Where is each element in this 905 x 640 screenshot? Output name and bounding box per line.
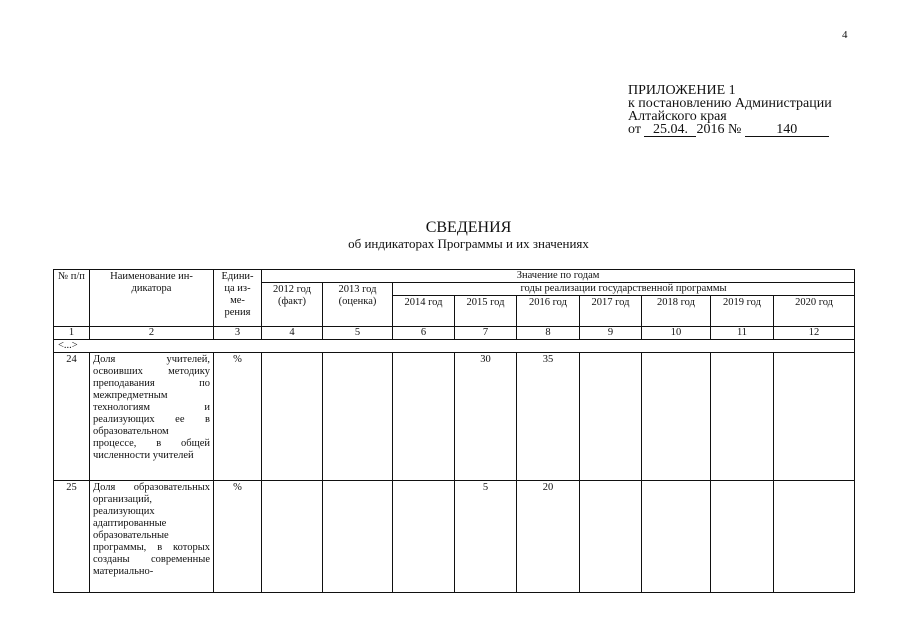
header-2018: 2018 год	[642, 296, 711, 327]
row-value-2020	[774, 353, 855, 481]
heading-title: СВЕДЕНИЯ	[425, 219, 512, 236]
appendix-title: ПРИЛОЖЕНИЕ 1	[628, 83, 736, 98]
header-name: Наименование ин- дикатора	[90, 270, 214, 327]
column-number: 11	[711, 327, 774, 340]
header-2012: 2012 год (факт)	[262, 283, 323, 327]
indicators-table	[53, 269, 855, 593]
appendix-date: 25.04.	[644, 124, 696, 137]
row-unit: %	[214, 353, 262, 481]
column-number: 10	[642, 327, 711, 340]
column-number: 12	[774, 327, 855, 340]
header-2016: 2016 год	[517, 296, 580, 327]
row-value-2019	[711, 353, 774, 481]
header-2015: 2015 год	[455, 296, 517, 327]
page-number: 4	[842, 29, 848, 41]
row-value-2015: 5	[455, 481, 517, 593]
appendix-date-line	[628, 123, 832, 137]
header-2017: 2017 год	[580, 296, 642, 327]
column-number: 1	[54, 327, 90, 340]
header-row-1	[54, 270, 855, 283]
row-value-2018	[642, 481, 711, 593]
row-no: 25	[54, 481, 90, 593]
column-number: 4	[262, 327, 323, 340]
row-value-2018	[642, 353, 711, 481]
appendix-line2: Алтайского края	[628, 109, 727, 124]
row-value-2017	[580, 481, 642, 593]
row-value-2016: 20	[517, 481, 580, 593]
column-numbers-row	[54, 327, 855, 340]
column-number: 3	[214, 327, 262, 340]
appendix-from-label: от	[628, 122, 641, 137]
table-row	[54, 353, 855, 481]
row-value-2013	[323, 481, 393, 593]
header-unit: Едини- ца из- ме- рения	[214, 270, 262, 327]
row-value-2012	[262, 353, 323, 481]
column-number: 7	[455, 327, 517, 340]
row-value-2017	[580, 353, 642, 481]
row-value-2019	[711, 481, 774, 593]
heading-subtitle: об индикаторах Программы и их значениях	[348, 236, 589, 251]
appendix-number: 140	[745, 124, 829, 137]
header-2020: 2020 год	[774, 296, 855, 327]
column-number: 9	[580, 327, 642, 340]
column-number: 2	[90, 327, 214, 340]
column-number: 5	[323, 327, 393, 340]
ellipsis-marker: <...>	[54, 340, 855, 353]
table-row	[54, 481, 855, 593]
row-value-2020	[774, 481, 855, 593]
row-unit: %	[214, 481, 262, 593]
row-no: 24	[54, 353, 90, 481]
header-program-years: годы реализации государственной программы	[393, 283, 855, 296]
header-2013: 2013 год (оценка)	[323, 283, 393, 327]
row-indicator-name: Доля учителей, освоивших методику преподавания по межпредметным технологиям и реализующих ее в образовательном процессе, в общей численности учителей	[90, 353, 214, 481]
header-2014: 2014 год	[393, 296, 455, 327]
row-value-2014	[393, 353, 455, 481]
row-value-2015: 30	[455, 353, 517, 481]
appendix-year-label: 2016 №	[696, 122, 742, 137]
header-no: № п/п	[54, 270, 90, 327]
row-value-2014	[393, 481, 455, 593]
row-indicator-name: Доля образовательных организаций, реализующих адаптированные образовательные программы, в которых созданы современные материально-	[90, 481, 214, 593]
header-2019: 2019 год	[711, 296, 774, 327]
heading	[0, 219, 905, 252]
appendix-line1: к постановлению Администрации	[628, 96, 832, 111]
row-value-2013	[323, 353, 393, 481]
appendix-block	[628, 84, 832, 137]
row-value-2012	[262, 481, 323, 593]
ellipsis-row	[54, 340, 855, 353]
column-number: 6	[393, 327, 455, 340]
column-number: 8	[517, 327, 580, 340]
row-value-2016: 35	[517, 353, 580, 481]
header-values-by-year: Значение по годам	[262, 270, 855, 283]
